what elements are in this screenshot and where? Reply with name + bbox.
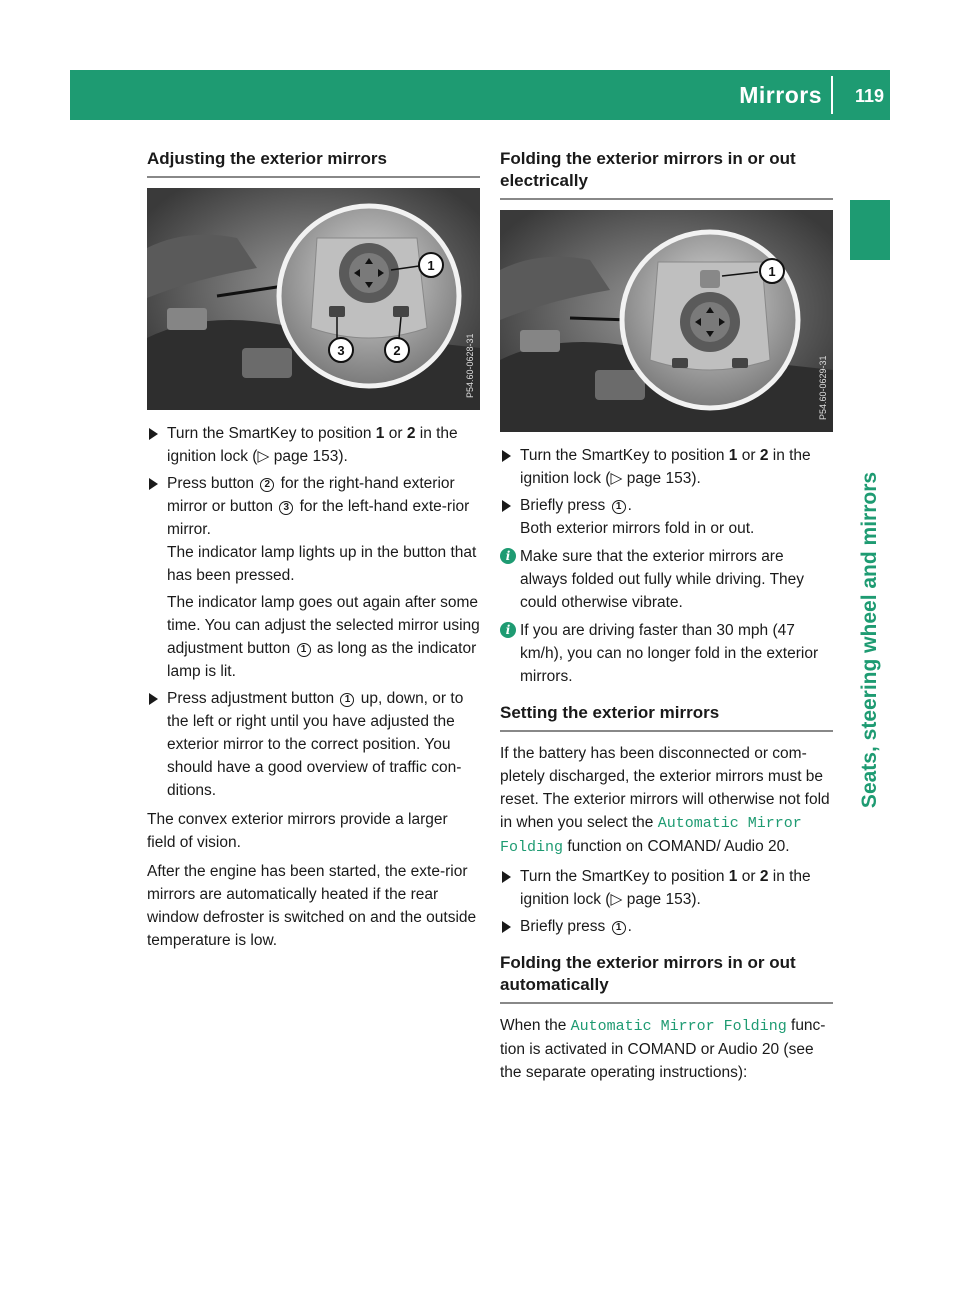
info-icon: i <box>500 548 516 564</box>
mirror-switch-photo-2 <box>500 210 833 432</box>
callout-1: 1 <box>427 258 435 273</box>
page-header <box>70 70 890 120</box>
section-heading-adjusting: Adjusting the exterior mirrors <box>147 148 480 178</box>
chapter-tab <box>850 200 890 260</box>
paragraph-convex-mirrors: The convex exterior mirrors provide a larger field of vision. <box>147 811 448 851</box>
step-briefly-press-2: Briefly press 1 . <box>500 915 833 938</box>
left-column <box>147 148 480 952</box>
section-heading-folding-electrically: Folding the exterior mirrors in or out electrically <box>500 148 833 200</box>
callout-2: 2 <box>393 343 401 358</box>
right-column <box>500 148 833 1084</box>
step-press-adjustment: Press adjustment button 1 up, down, or to the left or right until you have adjusted the exterior mirror to the correct position. You should have a good overview of traffic con-ditions. <box>147 687 480 802</box>
paragraph-heating: After the engine has been started, the exte-rior mirrors are automatically heated if the rear window defroster is switched on and the outside temperature is low. <box>147 863 477 949</box>
info-note-folded-out: i Make sure that the exterior mirrors are always folded out fully while driving. They could otherwise vibrate. <box>500 545 833 614</box>
image-code: P54.60-0629-31 <box>818 355 828 420</box>
page-number: 119 <box>854 86 884 106</box>
info-note-speed: i If you are driving faster than 30 mph (47 km/h), you can no longer fold in the exterior mirrors. <box>500 619 833 688</box>
image-code: P54.60-0628-31 <box>465 333 475 398</box>
step-turn-smartkey-3: Turn the SmartKey to position 1 or 2 in the ignition lock (▷ page 153). <box>500 865 833 911</box>
step-turn-smartkey: Turn the SmartKey to position 1 or 2 in the ignition lock (▷ page 153). <box>147 422 480 468</box>
chapter-title: Mirrors <box>739 82 822 108</box>
paragraph-reset: If the battery has been disconnected or com-pletely discharged, the exterior mirrors must be reset. The exterior mirrors will otherwise not fold in when you select the Automatic Mirror Folding function on COMAND/ Audio 20. <box>500 745 830 856</box>
info-icon: i <box>500 622 516 638</box>
door-panel-illustration <box>147 188 480 410</box>
mirror-switch-photo-1 <box>147 188 480 410</box>
paragraph-automatic: When the Automatic Mirror Folding func-tion is activated in COMAND or Audio 20 (see the separate operating instructions): <box>500 1017 826 1081</box>
callout-1: 1 <box>768 264 776 279</box>
header-divider <box>831 76 833 114</box>
section-heading-folding-automatically: Folding the exterior mirrors in or out automatically <box>500 952 833 1004</box>
callout-3: 3 <box>337 343 345 358</box>
step-turn-smartkey-2: Turn the SmartKey to position 1 or 2 in the ignition lock (▷ page 153). <box>500 444 833 490</box>
step-briefly-press: Briefly press 1 . Both exterior mirrors fold in or out. <box>500 494 833 540</box>
section-heading-setting: Setting the exterior mirrors <box>500 702 833 732</box>
door-panel-illustration-2 <box>500 210 833 432</box>
step-press-button: Press button 2 for the right-hand exterior mirror or button 3 for the left-hand exte-rior mirror. The indicator lamp lights up in the button that has been pressed. The indicator lamp goes out again after some time. You can adjust the selected mirror using adjustment button 1 as long as the indicator lamp is lit. <box>147 472 480 683</box>
